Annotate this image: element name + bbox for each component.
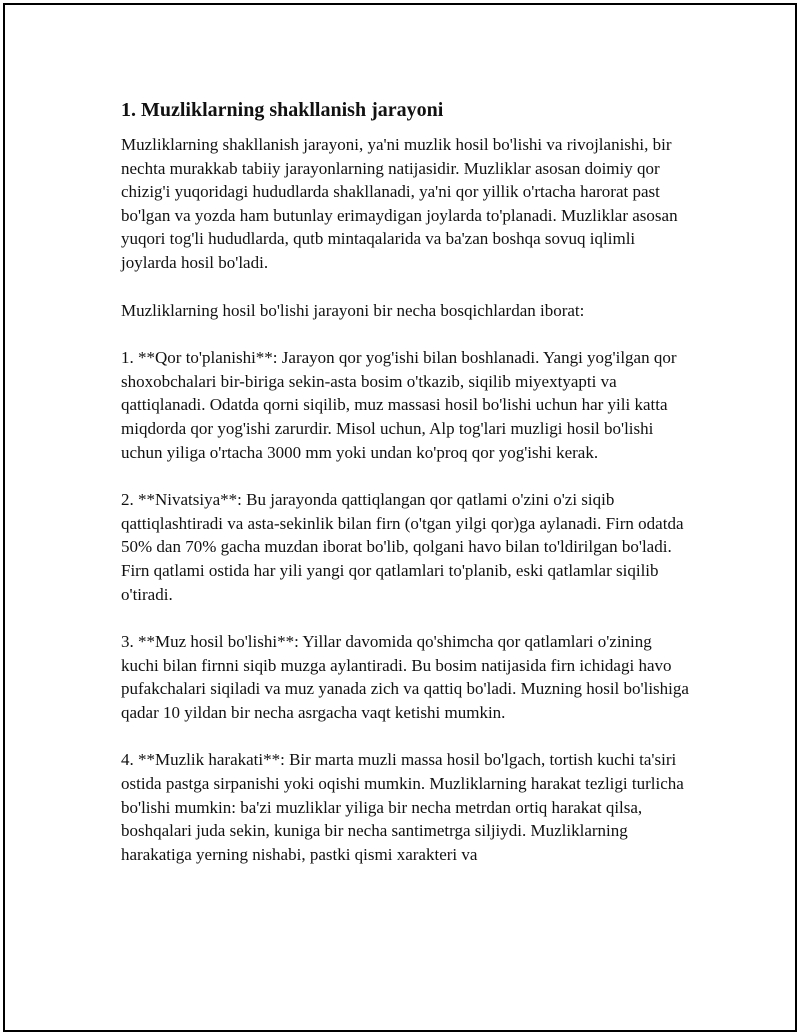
paragraph-stage-3: 3. **Muz hosil bo'lishi**: Yillar davomida qo'shimcha qor qatlamlari o'zining kuchi bilan firnni siqib muzga aylantiradi. Bu bosim natijasida firn ichidagi havo pufakchalari siqiladi va muz yanada zich va qattiq bo'ladi. Muzning hosil bo'lishiga qadar 10 yildan bir necha asrgacha vaqt ketishi mumkin. bbox=[121, 632, 689, 722]
paragraph-stage-2: 2. **Nivatsiya**: Bu jarayonda qattiqlangan qor qatlami o'zini o'zi siqib qattiqlashtiradi va asta-sekinlik bilan firn (o'tgan yilgi qor)ga aylanadi. Firn odatda 50% dan 70% gacha muzdan iborat bo'lib, qolgani havo bilan to'ldirilgan bo'ladi. Firn qatlami ostida har yili yangi qor qatlamlari to'planib, eski qatlamlar siqilib o'tiradi. bbox=[121, 490, 684, 604]
paragraph-stages-intro: Muzliklarning hosil bo'lishi jarayoni bir necha bosqichlardan iborat: bbox=[121, 300, 585, 320]
paragraph-stage-1: 1. **Qor to'planishi**: Jarayon qor yog'ishi bilan boshlanadi. Yangi yog'ilgan qor shoxobchalari bir-biriga sekin-asta bosim o'tkazib, siqilib miyextyapti va qattiqlanadi. Odatda qorni siqilib, muz massasi hosil bo'lishi uchun har yili katta miqdorda qor yog'ishi zarurdir. Misol uchun, Alp tog'lari muzligi hosil bo'lishi uchun yiliga o'rtacha 3000 mm yoki undan ko'proq qor yog'ishi kerak. bbox=[121, 348, 677, 462]
page-title: 1. Muzliklarning shakllanish jarayoni bbox=[121, 99, 444, 121]
document-body bbox=[121, 97, 691, 890]
paragraph-stage-4: 4. **Muzlik harakati**: Bir marta muzli massa hosil bo'lgach, tortish kuchi ta'siri ostida pastga sirpanishi yoki oqishi mumkin. Muzliklarning harakat tezligi turlicha bo'lishi mumkin: ba'zi muzliklar yiliga bir necha metrdan ortiq harakat qilsa, boshqalari juda sekin, kuniga bir necha santimetrga siljiydi. Muzliklarning harakatiga yerning nishabi, pastki qismi xarakteri va bbox=[121, 750, 684, 864]
paragraph-intro: Muzliklarning shakllanish jarayoni, ya'ni muzlik hosil bo'lishi va rivojlanishi, bir nechta murakkab tabiiy jarayonlarning natijasidir. Muzliklar asosan doimiy qor chizig'i yuqoridagi hududlarda shakllanadi, ya'ni qor yillik o'rtacha harorat past bo'lgan va yozda ham butunlay erimaydigan joylarda to'planadi. Muzliklar asosan yuqori tog'li hududlarda, qutb mintaqalarida va ba'zan boshqa sovuq iqlimli joylarda hosil bo'ladi. bbox=[121, 135, 678, 272]
page-frame bbox=[3, 3, 797, 1032]
